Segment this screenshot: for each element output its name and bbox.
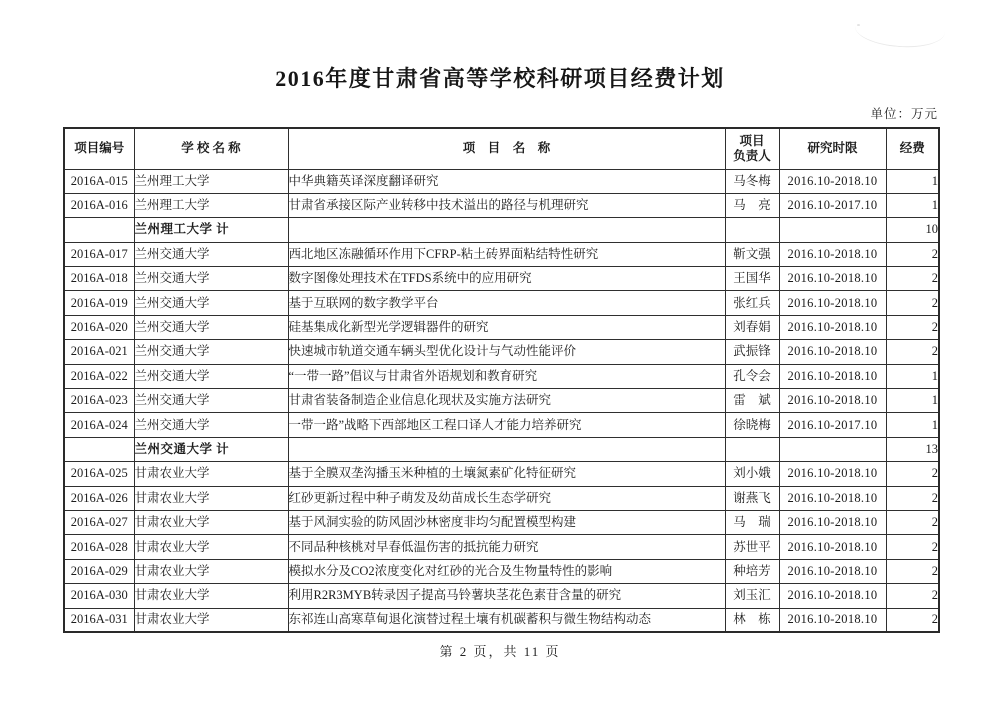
- cell-school: 甘肃农业大学: [134, 608, 288, 632]
- cell-period: 2016.10-2018.10: [779, 584, 886, 608]
- cell-fund: 2: [886, 608, 939, 632]
- cell-project-no: 2016A-028: [64, 535, 134, 559]
- table-row: [64, 437, 939, 461]
- cell-period: 2016.10-2018.10: [779, 169, 886, 193]
- table-row: [64, 462, 939, 486]
- cell-period: 2016.10-2018.10: [779, 608, 886, 632]
- cell-project-no: 2016A-025: [64, 462, 134, 486]
- cell-project-no: 2016A-018: [64, 267, 134, 291]
- column-header-fund: 经费: [886, 128, 939, 169]
- table-row: [64, 267, 939, 291]
- cell-project-no: 2016A-027: [64, 510, 134, 534]
- table-row: [64, 510, 939, 534]
- cell-project-name: 甘肃省装备制造企业信息化现状及实施方法研究: [288, 389, 725, 413]
- cell-project-name: [288, 218, 725, 242]
- cell-period: [779, 437, 886, 461]
- cell-school: 兰州交通大学: [134, 267, 288, 291]
- table-row: [64, 486, 939, 510]
- cell-project-name: 甘肃省承接区际产业转移中技术溢出的路径与机理研究: [288, 193, 725, 217]
- scan-artifact-curve: [854, 9, 946, 50]
- cell-project-no: [64, 218, 134, 242]
- table-row: [64, 559, 939, 583]
- cell-project-no: 2016A-022: [64, 364, 134, 388]
- table-row: [64, 535, 939, 559]
- cell-period: 2016.10-2018.10: [779, 267, 886, 291]
- cell-period: 2016.10-2018.10: [779, 389, 886, 413]
- unit-note: 单位：万元: [870, 107, 938, 121]
- table-body: [64, 169, 939, 632]
- cell-project-no: 2016A-015: [64, 169, 134, 193]
- cell-leader: 雷 斌: [725, 389, 779, 413]
- table-row: [64, 169, 939, 193]
- cell-fund: 2: [886, 242, 939, 266]
- cell-school: 兰州交通大学: [134, 364, 288, 388]
- table-row: [64, 315, 939, 339]
- table-row: [64, 193, 939, 217]
- cell-project-no: 2016A-016: [64, 193, 134, 217]
- cell-leader: 王国华: [725, 267, 779, 291]
- cell-fund: 1: [886, 389, 939, 413]
- cell-period: 2016.10-2018.10: [779, 242, 886, 266]
- cell-fund: 2: [886, 510, 939, 534]
- cell-fund: 1: [886, 169, 939, 193]
- cell-leader: [725, 218, 779, 242]
- cell-fund: 1: [886, 364, 939, 388]
- cell-fund: 1: [886, 413, 939, 437]
- cell-fund: 2: [886, 340, 939, 364]
- cell-fund: 2: [886, 315, 939, 339]
- cell-project-no: 2016A-031: [64, 608, 134, 632]
- cell-school: 甘肃农业大学: [134, 535, 288, 559]
- column-header-period: 研究时限: [779, 128, 886, 169]
- cell-leader: 刘小娥: [725, 462, 779, 486]
- cell-period: 2016.10-2017.10: [779, 413, 886, 437]
- cell-leader: 张红兵: [725, 291, 779, 315]
- cell-leader: 靳文强: [725, 242, 779, 266]
- cell-school: 兰州交通大学: [134, 242, 288, 266]
- table-row: [64, 242, 939, 266]
- cell-leader: 林 栋: [725, 608, 779, 632]
- scan-artifact-speck: [857, 24, 860, 26]
- cell-fund: 10: [886, 218, 939, 242]
- cell-school: 甘肃农业大学: [134, 486, 288, 510]
- cell-project-no: 2016A-026: [64, 486, 134, 510]
- cell-leader: 马 亮: [725, 193, 779, 217]
- cell-fund: 2: [886, 486, 939, 510]
- cell-project-no: 2016A-024: [64, 413, 134, 437]
- cell-school: 兰州理工大学: [134, 169, 288, 193]
- cell-project-no: 2016A-021: [64, 340, 134, 364]
- column-header-leader-line2: 负责人: [733, 148, 771, 163]
- cell-project-no: 2016A-029: [64, 559, 134, 583]
- cell-project-name: 西北地区冻融循环作用下CFRP-粘土砖界面粘结特性研究: [288, 242, 725, 266]
- cell-school: 兰州交通大学 计: [134, 437, 288, 461]
- cell-project-name: 利用R2R3MYB转录因子提高马铃薯块茎花色素苷含量的研究: [288, 584, 725, 608]
- cell-project-name: 基于风洞实验的防风固沙林密度非均匀配置模型构建: [288, 510, 725, 534]
- cell-fund: 2: [886, 291, 939, 315]
- cell-period: 2016.10-2017.10: [779, 193, 886, 217]
- column-header-school: 学 校 名 称: [134, 128, 288, 169]
- funding-table: [63, 127, 940, 633]
- cell-leader: 苏世平: [725, 535, 779, 559]
- cell-fund: 2: [886, 584, 939, 608]
- cell-period: 2016.10-2018.10: [779, 510, 886, 534]
- cell-project-no: 2016A-017: [64, 242, 134, 266]
- cell-school: 甘肃农业大学: [134, 462, 288, 486]
- table-row: [64, 413, 939, 437]
- cell-school: 兰州交通大学: [134, 389, 288, 413]
- table-row: [64, 218, 939, 242]
- cell-fund: 1: [886, 193, 939, 217]
- cell-project-no: [64, 437, 134, 461]
- cell-project-name: 模拟水分及CO2浓度变化对红砂的光合及生物量特性的影响: [288, 559, 725, 583]
- cell-leader: 马 瑞: [725, 510, 779, 534]
- cell-school: 甘肃农业大学: [134, 584, 288, 608]
- cell-leader: 种培芳: [725, 559, 779, 583]
- cell-leader: 马冬梅: [725, 169, 779, 193]
- cell-project-no: 2016A-023: [64, 389, 134, 413]
- cell-school: 兰州交通大学: [134, 340, 288, 364]
- cell-school: 兰州理工大学: [134, 193, 288, 217]
- cell-period: 2016.10-2018.10: [779, 315, 886, 339]
- cell-project-name: 中华典籍英译深度翻译研究: [288, 169, 725, 193]
- cell-fund: 2: [886, 267, 939, 291]
- cell-fund: 2: [886, 535, 939, 559]
- cell-leader: 武振锋: [725, 340, 779, 364]
- cell-period: 2016.10-2018.10: [779, 462, 886, 486]
- page-footer: 第 2 页，共 11 页: [439, 644, 561, 659]
- cell-school: 兰州交通大学: [134, 291, 288, 315]
- table-row: [64, 608, 939, 632]
- cell-period: [779, 218, 886, 242]
- column-header-project-name: 项 目 名 称: [288, 128, 725, 169]
- header-row: [64, 128, 939, 169]
- cell-school: 甘肃农业大学: [134, 510, 288, 534]
- column-header-leader-line1: 项目: [739, 133, 765, 148]
- cell-project-name: 不同品种核桃对早春低温伤害的抵抗能力研究: [288, 535, 725, 559]
- cell-fund: 13: [886, 437, 939, 461]
- table-row: [64, 291, 939, 315]
- table-row: [64, 364, 939, 388]
- cell-school: 兰州理工大学 计: [134, 218, 288, 242]
- cell-project-name: 基于全膜双垄沟播玉米种植的土壤氮素矿化特征研究: [288, 462, 725, 486]
- cell-project-name: 一带一路”战略下西部地区工程口译人才能力培养研究: [288, 413, 725, 437]
- cell-project-name: 快速城市轨道交通车辆头型优化设计与气动性能评价: [288, 340, 725, 364]
- cell-leader: 刘玉汇: [725, 584, 779, 608]
- cell-fund: 2: [886, 462, 939, 486]
- cell-project-name: 东祁连山高寒草甸退化演替过程土壤有机碳蓄积与微生物结构动态: [288, 608, 725, 632]
- column-header-project-no: 项目编号: [64, 128, 134, 169]
- cell-school: 兰州交通大学: [134, 413, 288, 437]
- cell-period: 2016.10-2018.10: [779, 340, 886, 364]
- cell-school: 兰州交通大学: [134, 315, 288, 339]
- cell-project-name: [288, 437, 725, 461]
- cell-project-no: 2016A-020: [64, 315, 134, 339]
- cell-project-name: 红砂更新过程中种子萌发及幼苗成长生态学研究: [288, 486, 725, 510]
- cell-period: 2016.10-2018.10: [779, 559, 886, 583]
- cell-project-name: “一带一路”倡议与甘肃省外语规划和教育研究: [288, 364, 725, 388]
- cell-fund: 2: [886, 559, 939, 583]
- cell-school: 甘肃农业大学: [134, 559, 288, 583]
- cell-project-name: 数字图像处理技术在TFDS系统中的应用研究: [288, 267, 725, 291]
- cell-leader: 孔令会: [725, 364, 779, 388]
- cell-project-name: 硅基集成化新型光学逻辑器件的研究: [288, 315, 725, 339]
- cell-period: 2016.10-2018.10: [779, 535, 886, 559]
- cell-leader: 徐晓梅: [725, 413, 779, 437]
- cell-leader: [725, 437, 779, 461]
- table-row: [64, 340, 939, 364]
- table-row: [64, 389, 939, 413]
- cell-leader: 谢燕飞: [725, 486, 779, 510]
- cell-project-name: 基于互联网的数字教学平台: [288, 291, 725, 315]
- cell-period: 2016.10-2018.10: [779, 364, 886, 388]
- cell-period: 2016.10-2018.10: [779, 486, 886, 510]
- cell-period: 2016.10-2018.10: [779, 291, 886, 315]
- cell-leader: 刘春娟: [725, 315, 779, 339]
- cell-project-no: 2016A-030: [64, 584, 134, 608]
- column-header-leader: [725, 128, 779, 169]
- page-title: 2016年度甘肃省高等学校科研项目经费计划: [275, 66, 725, 91]
- table-row: [64, 584, 939, 608]
- cell-project-no: 2016A-019: [64, 291, 134, 315]
